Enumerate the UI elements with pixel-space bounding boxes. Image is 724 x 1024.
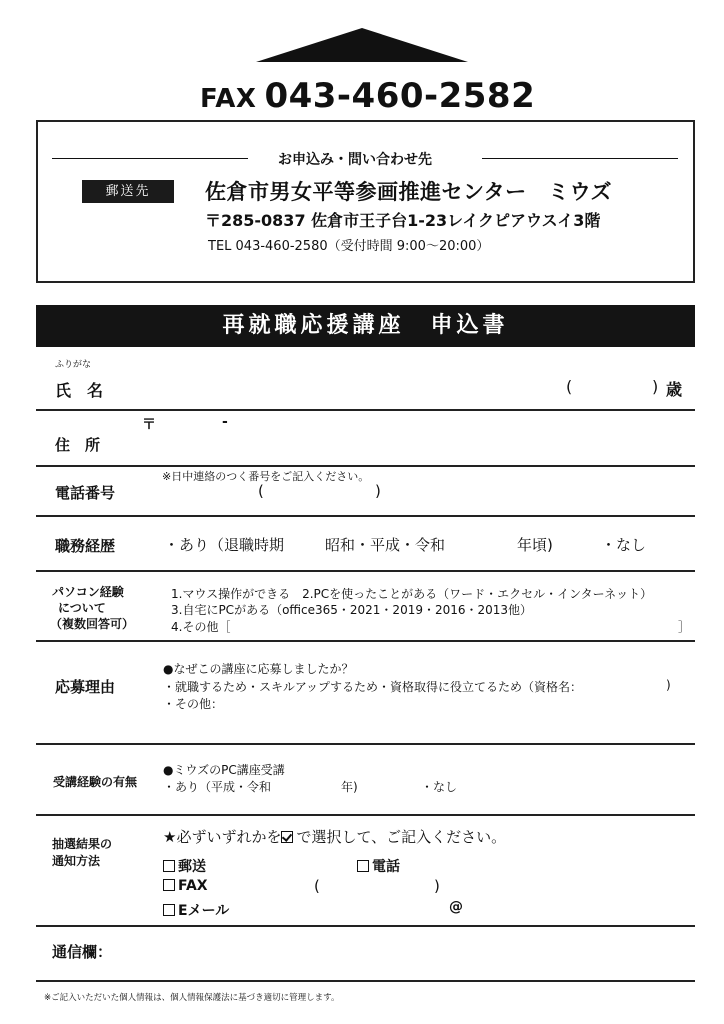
reason-option-2[interactable]: ・その他：	[163, 697, 224, 711]
contact-divider-right	[482, 158, 678, 159]
row-divider	[36, 465, 695, 467]
triangle-mark	[256, 28, 468, 62]
reason-option-1[interactable]: ・就職するため・スキルアップするため・資格取得に役立てるため（資格名：	[163, 680, 583, 694]
notify-instruction	[163, 826, 506, 847]
fax-heading	[200, 76, 535, 116]
privacy-note: ※ご記入いただいた個人情報は、個人情報保護法に基づき適切に管理します。	[44, 993, 340, 1003]
mail-to-badge: 郵送先	[82, 180, 174, 203]
phone-note: ※日中連絡のつく番号をご記入ください。	[162, 470, 370, 483]
phone-paren-close: )	[375, 482, 381, 500]
comment-label: 通信欄：	[52, 943, 113, 961]
fax-paren-open: (	[314, 877, 320, 895]
history-no-option[interactable]: ・なし	[421, 780, 458, 794]
form-title: 再就職応援講座 申込書	[36, 305, 695, 347]
name-furigana-label: ふりがな	[55, 360, 92, 370]
notify-option-phone[interactable]	[357, 856, 400, 876]
fax-number: 043-460-2582	[264, 76, 536, 116]
notify-email-label: Eメール	[178, 903, 230, 919]
notify-option-fax[interactable]	[163, 878, 208, 894]
organization-address: 〒285-0837 佐倉市王子台1-23レイクピアウスイ3階	[205, 211, 601, 230]
notify-option-mail[interactable]	[163, 856, 206, 876]
fax-label: FAX	[200, 84, 257, 114]
pc-label-line2: について	[58, 601, 106, 615]
age-paren-close: )	[652, 377, 659, 396]
notify-mail-label: 郵送	[178, 859, 206, 875]
notify-phone-label: 電話	[372, 859, 400, 875]
pc-label-line1: パソコン経験	[52, 585, 124, 599]
checked-box-icon	[281, 831, 293, 843]
history-label: 受講経験の有無	[53, 775, 138, 789]
pc-option-4-close: ］	[678, 620, 691, 634]
phone-input[interactable]	[165, 484, 525, 504]
row-divider	[36, 925, 695, 927]
pc-option-1-2[interactable]: 1.マウス操作ができる 2.PCを使ったことがある（ワード・エクセル・インターネット）	[171, 587, 653, 601]
row-divider	[36, 743, 695, 745]
contact-divider-left	[52, 158, 248, 159]
pc-label-line3: （複数回答可）	[50, 617, 135, 631]
address-input[interactable]	[140, 440, 680, 460]
postal-mark: 〒	[142, 417, 156, 433]
organization-tel: TEL 043-460-2580（受付時間 9:00～20:00）	[208, 239, 490, 254]
phone-paren-open: (	[258, 482, 264, 500]
email-at-mark: @	[449, 899, 463, 915]
reason-label: 応募理由	[55, 678, 116, 696]
notify-fax-label: FAX	[178, 878, 208, 894]
age-unit: 歳	[666, 380, 683, 399]
career-year: 年頃)	[517, 536, 553, 554]
row-divider	[36, 515, 695, 517]
history-year: 年)	[341, 780, 358, 794]
notify-option-email[interactable]	[163, 900, 229, 920]
name-label: 氏 名	[55, 381, 104, 400]
contact-title: お申込み・問い合わせ先	[278, 152, 432, 168]
notify-instruction-pre: ★必ずいずれかを	[163, 828, 282, 846]
notify-instruction-post: で選択して、ご記入ください。	[296, 828, 507, 846]
name-input[interactable]	[70, 395, 490, 407]
row-divider	[36, 409, 695, 411]
row-divider	[36, 980, 695, 982]
row-divider	[36, 814, 695, 816]
notify-label-line2: 通知方法	[52, 854, 101, 868]
career-no-option[interactable]: ・なし	[601, 536, 647, 554]
address-label: 住 所	[55, 436, 101, 454]
pc-option-4[interactable]: 4.その他［	[171, 620, 231, 634]
checkbox-icon[interactable]	[163, 879, 175, 891]
notify-label-line1: 抽選結果の	[52, 837, 113, 851]
fax-paren-close: )	[434, 877, 440, 895]
career-era-options[interactable]: 昭和・平成・令和	[325, 536, 446, 554]
age-paren-open: (	[566, 377, 573, 396]
row-divider	[36, 640, 695, 642]
phone-label: 電話番号	[55, 484, 116, 502]
organization-name: 佐倉市男女平等参画推進センター ミウズ	[205, 180, 613, 204]
checkbox-icon[interactable]	[357, 860, 369, 872]
row-divider	[36, 570, 695, 572]
history-yes-option[interactable]: ・あり（平成・令和	[163, 780, 272, 794]
career-label: 職務経歴	[55, 537, 116, 555]
reason-question: ●なぜこの講座に応募しましたか？	[163, 662, 354, 676]
postal-dash: -	[222, 414, 228, 430]
checkbox-icon[interactable]	[163, 860, 175, 872]
checkbox-icon[interactable]	[163, 904, 175, 916]
history-question: ●ミウズのPC講座受講	[163, 763, 285, 777]
comment-input[interactable]	[130, 938, 680, 968]
career-yes-option[interactable]: ・あり（退職時期	[164, 536, 285, 554]
pc-option-3[interactable]: 3.自宅にPCがある（office365・2021・2019・2016・2013他）	[171, 603, 533, 617]
reason-option-1-close: )	[666, 678, 671, 692]
